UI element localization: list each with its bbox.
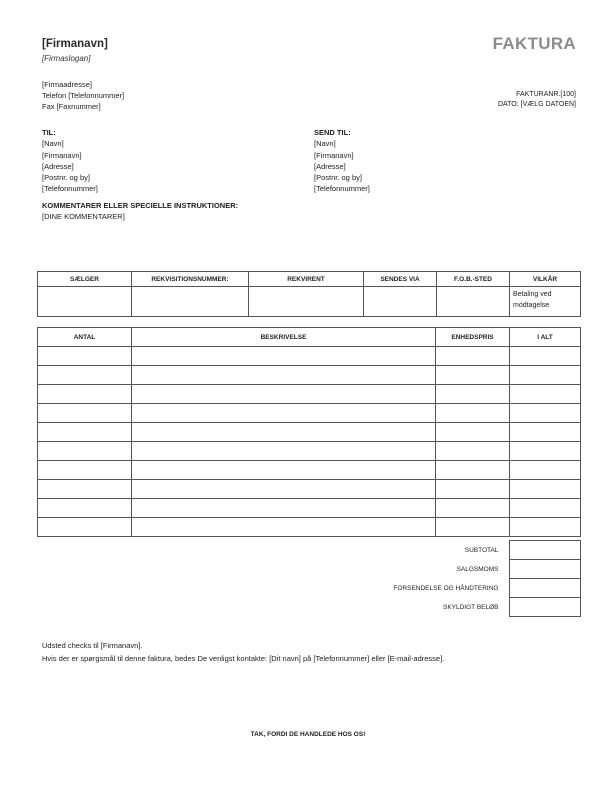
ship-to-label: SEND TIL:: [314, 128, 351, 137]
ship-to-company: [Firmanavn]: [314, 150, 354, 160]
quantity-cell: [38, 366, 132, 385]
unit-price-cell: [436, 442, 510, 461]
quantity-cell: [38, 404, 132, 423]
comments-block: [42, 200, 238, 222]
quantity-cell: [38, 385, 132, 404]
table-row: [38, 480, 581, 499]
quantity-cell: [38, 499, 132, 518]
ship-to-city: [Postnr. og by]: [314, 173, 362, 183]
line-total-cell: [510, 385, 581, 404]
line-total-cell: [510, 461, 581, 480]
contact-note: Hvis der er spørgsmål til denne faktura, bedes De venligst kontakte: [Dit navn] på [Telefonnummer] eller [E-mail-adresse].: [42, 654, 445, 663]
table-row: [38, 366, 581, 385]
unit-price-cell: [436, 366, 510, 385]
invoice-number: FAKTURANR.[100]: [516, 91, 576, 98]
tax-label: SALGSMOMS: [456, 565, 499, 573]
invoice-date: DATO: [VÆLG DATOEN]: [497, 101, 576, 108]
cell-terms: Betaling ved modtagelse: [510, 287, 581, 317]
table-row: [38, 385, 581, 404]
table-row: [38, 518, 581, 537]
shipping-label: FORSENDELSE OG HÅNDTERING: [393, 584, 499, 592]
description-cell: [132, 518, 436, 537]
header-ship-via: SENDES VIA: [364, 272, 437, 287]
line-total-cell: [510, 423, 581, 442]
quantity-cell: [38, 461, 132, 480]
thank-you-note: TAK, FORDI DE HANDLEDE HOS OS!: [250, 731, 366, 738]
description-cell: [132, 423, 436, 442]
unit-price-cell: [436, 499, 510, 518]
header-description: BESKRIVELSE: [132, 328, 436, 347]
unit-price-cell: [436, 404, 510, 423]
shipping-value: [509, 579, 580, 598]
bill-to-name: [Navn]: [42, 139, 64, 149]
header-requisition: REKVISITIONSNUMMER:: [132, 272, 249, 287]
table-row: [38, 442, 581, 461]
totals-table: [37, 540, 581, 617]
header-seller: SÆLGER: [38, 272, 132, 287]
header-requester: REKVIRENT: [249, 272, 364, 287]
header-terms: VILKÅR: [510, 272, 581, 287]
line-total-cell: [510, 442, 581, 461]
bill-to-company: [Firmanavn]: [42, 150, 82, 160]
header-fob: F.O.B.-STED: [437, 272, 510, 287]
quantity-cell: [38, 423, 132, 442]
checks-note: Udsted checks til [Firmanavn].: [42, 641, 143, 650]
unit-price-cell: [436, 423, 510, 442]
quantity-cell: [38, 480, 132, 499]
line-total-cell: [510, 404, 581, 423]
unit-price-cell: [436, 461, 510, 480]
line-total-cell: [510, 347, 581, 366]
subtotal-value: [509, 541, 580, 560]
amount-due-value: [509, 598, 580, 617]
footer-notes: [42, 639, 444, 665]
line-total-cell: [510, 518, 581, 537]
unit-price-cell: [436, 385, 510, 404]
ship-to-phone: [Telefonnummer]: [314, 184, 370, 194]
tax-value: [509, 560, 580, 579]
table-row: [38, 423, 581, 442]
company-slogan: [Firmaslogan]: [42, 54, 91, 63]
cell-requester: [249, 287, 364, 317]
quantity-cell: [38, 347, 132, 366]
bill-to-address: [Adresse]: [42, 161, 74, 171]
ship-to-name: [Navn]: [314, 139, 336, 149]
description-cell: [132, 480, 436, 499]
quantity-cell: [38, 518, 132, 537]
cell-seller: [38, 287, 132, 317]
description-cell: [132, 347, 436, 366]
company-name: [Firmanavn]: [42, 38, 108, 50]
header-unit-price: ENHEDSPRIS: [436, 328, 510, 347]
subtotal-label: SUBTOTAL: [464, 546, 499, 554]
company-address: [Firmaadresse]: [42, 80, 93, 89]
bill-to-phone: [Telefonnummer]: [42, 184, 98, 194]
line-total-cell: [510, 366, 581, 385]
ship-to-address: [Adresse]: [314, 161, 346, 171]
items-table: [37, 327, 581, 537]
bill-to-label: TIL:: [42, 128, 56, 137]
description-cell: [132, 442, 436, 461]
unit-price-cell: [436, 480, 510, 499]
company-fax: Fax [Faxnummer]: [42, 102, 101, 111]
line-total-cell: [510, 480, 581, 499]
order-info-table: [37, 271, 581, 317]
document-title: FAKTURA: [492, 34, 576, 53]
cell-ship-via: [364, 287, 437, 317]
cell-requisition: [132, 287, 249, 317]
description-cell: [132, 461, 436, 480]
company-phone: Telefon [Telefonnummer]: [42, 91, 125, 100]
comments-label: KOMMENTARER ELLER SPECIELLE INSTRUKTIONER:: [42, 201, 239, 210]
quantity-cell: [38, 442, 132, 461]
unit-price-cell: [436, 518, 510, 537]
amount-due-label: SKYLDIGT BELØB: [442, 603, 499, 611]
description-cell: [132, 404, 436, 423]
cell-fob: [437, 287, 510, 317]
description-cell: [132, 366, 436, 385]
header-total: I ALT: [510, 328, 581, 347]
comments-value: [DINE KOMMENTARER]: [42, 212, 125, 221]
bill-to-city: [Postnr. og by]: [42, 173, 90, 183]
table-row: [38, 499, 581, 518]
bill-to-block: [42, 127, 98, 195]
table-row: [38, 404, 581, 423]
company-address-block: [42, 79, 124, 112]
table-row: [38, 461, 581, 480]
description-cell: [132, 385, 436, 404]
ship-to-block: [314, 127, 370, 195]
table-row: [38, 347, 581, 366]
line-total-cell: [510, 499, 581, 518]
description-cell: [132, 499, 436, 518]
unit-price-cell: [436, 347, 510, 366]
header-quantity: ANTAL: [38, 328, 132, 347]
invoice-meta: [498, 90, 576, 110]
